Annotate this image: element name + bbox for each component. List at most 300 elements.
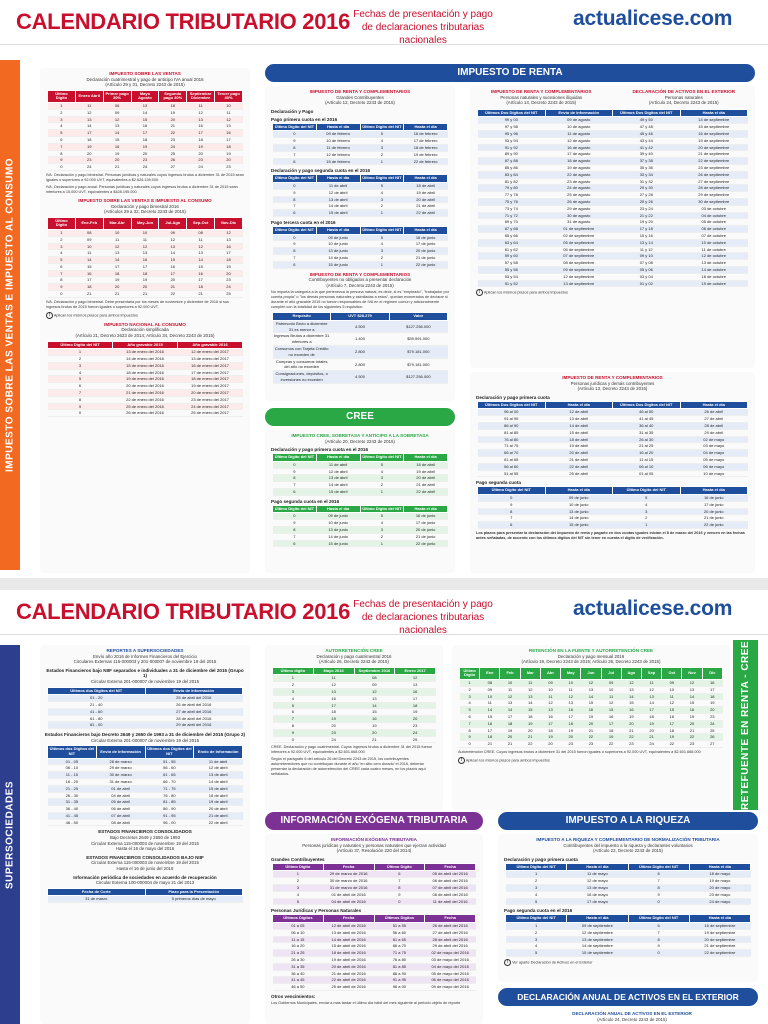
table-cell: 11 al 15 bbox=[613, 456, 681, 463]
alert-icon: ! bbox=[458, 757, 465, 764]
table-cell: 4 bbox=[360, 468, 404, 475]
table-cell: 6 bbox=[273, 709, 314, 716]
table-cell: 09 de mayo del 2016 bbox=[425, 984, 476, 991]
table-cell: 18 bbox=[131, 136, 159, 143]
table-row bbox=[478, 212, 748, 219]
pj-table-1 bbox=[477, 401, 748, 478]
cree-panel bbox=[265, 430, 455, 573]
table-cell: 13 bbox=[520, 693, 540, 700]
table-cell: 09 bbox=[662, 679, 682, 686]
table-cell: 17 bbox=[500, 713, 520, 720]
table-cell: 3 bbox=[48, 243, 76, 250]
table-cell: 20 bbox=[621, 720, 641, 727]
table-row bbox=[48, 136, 243, 143]
table-cell: 21 de junio bbox=[680, 515, 748, 522]
column-header: May-Jun bbox=[131, 217, 159, 229]
autoret-note: CREE. Declaración y pago cuatrimestral. Cuyos ingresos brutos a diciembre 31 del 2015 fueron inferiores a 92.000 UVT, equivalentes a $2.601.668.000 bbox=[271, 745, 433, 755]
table-cell: 28 de septiembre bbox=[680, 185, 748, 192]
column-header: Hasta el día bbox=[567, 915, 628, 923]
table-row bbox=[478, 436, 748, 443]
table-cell: 19 de septiembre bbox=[680, 137, 748, 144]
table-cell: 20 de abril bbox=[545, 450, 613, 457]
table-row bbox=[48, 157, 243, 164]
table-cell: 06 de octubre bbox=[680, 226, 748, 233]
table-cell: 66 a 70 bbox=[374, 943, 425, 950]
table-row bbox=[478, 416, 748, 423]
table-cell: 26 de enero del 2016 bbox=[113, 410, 178, 417]
table-cell: 14 de junio bbox=[545, 515, 613, 522]
table-cell: 0 bbox=[460, 741, 480, 748]
table-cell: 26 de abril del 2016 bbox=[425, 922, 476, 929]
exogena-heading: INFORMACIÓN EXÓGENA TRIBUTARIA Personas jurídicas y naturales y personas naturales que ejerzan actividad (Artículo 37, Resolución 220 del 2014) bbox=[302, 837, 446, 854]
table-cell: 13 de septiembre bbox=[567, 936, 628, 943]
table-row bbox=[48, 102, 243, 109]
column-header: May bbox=[561, 667, 581, 679]
table-cell: 81 y 82 bbox=[478, 178, 546, 185]
riqueza-caption-2: Pago segunda cuota en el 2016 bbox=[504, 908, 573, 914]
table-row bbox=[48, 376, 243, 383]
table-cell: 12 de abril bbox=[316, 468, 360, 475]
table-row bbox=[48, 812, 243, 819]
table-cell: 12 de abril bbox=[545, 409, 613, 416]
table-cell: 6 bbox=[478, 522, 546, 529]
table-cell: 19 bbox=[520, 720, 540, 727]
table-cell: 12 de septiembre bbox=[567, 929, 628, 936]
table-cell: 0 bbox=[628, 898, 689, 905]
table-cell: 18 bbox=[540, 727, 560, 734]
table-cell: 13 de abril bbox=[316, 475, 360, 482]
column-header: Nov bbox=[682, 667, 702, 679]
super-side-band: SUPERSOCIEDADES bbox=[0, 645, 20, 1024]
table-row bbox=[478, 219, 748, 226]
table-cell: 22 de agosto bbox=[545, 171, 613, 178]
column-header: Últimos Dos Dígitos del NIT bbox=[478, 401, 546, 409]
table-cell: 08 bbox=[354, 675, 395, 682]
table-cell: 11 bbox=[540, 693, 560, 700]
table-cell: 14 bbox=[581, 693, 601, 700]
table-cell: 21 bbox=[621, 727, 641, 734]
gc-table-3 bbox=[272, 226, 448, 269]
table-cell: 18 bbox=[601, 727, 621, 734]
column-header: Jun bbox=[581, 667, 601, 679]
table-cell: 16 bbox=[561, 707, 581, 714]
table-row bbox=[478, 205, 748, 212]
table-cell: 13 bbox=[103, 250, 131, 257]
table-row bbox=[478, 185, 748, 192]
table-cell: 18 de abril bbox=[545, 436, 613, 443]
table-row bbox=[273, 695, 436, 702]
column-header: Último Dígito bbox=[48, 217, 76, 229]
table-cell: 25 de enero del 2017 bbox=[178, 410, 243, 417]
table-cell: 19 y 20 bbox=[613, 219, 681, 226]
table-cell: 20 bbox=[131, 150, 159, 157]
table-row bbox=[478, 456, 748, 463]
retencion-note-2: ! Aplican los mismos plazos para ambos impuestos bbox=[458, 757, 724, 764]
table-cell: 18 de abril de 2016 bbox=[323, 950, 374, 957]
column-header: Hasta el día bbox=[404, 226, 448, 234]
table-cell: 26 de agosto bbox=[545, 198, 613, 205]
table-cell: 6 bbox=[628, 922, 689, 929]
table-cell: 4 bbox=[48, 250, 76, 257]
table-cell: 96 - 00 bbox=[145, 819, 194, 826]
table-cell: 11 de agosto bbox=[545, 130, 613, 137]
table-cell: 17 de febrero bbox=[404, 138, 448, 145]
table-row bbox=[273, 709, 436, 716]
table-row bbox=[478, 422, 748, 429]
table-cell: 30 de marzo bbox=[96, 772, 145, 779]
table-cell: 7 bbox=[273, 533, 317, 540]
table-cell: 13 bbox=[354, 695, 395, 702]
column-header: Últimos Dos Dígitos del NIT bbox=[613, 109, 681, 117]
table-row bbox=[273, 131, 448, 138]
column-header: Mar bbox=[520, 667, 540, 679]
table-cell: 61 - 80 bbox=[48, 715, 146, 722]
table-cell: 12 bbox=[103, 243, 131, 250]
table-cell: 09 de febrero bbox=[316, 131, 360, 138]
table-cell: 89 y 90 bbox=[478, 151, 546, 158]
table-cell: 8 bbox=[273, 144, 317, 151]
cree-caption-2: Pago segunda cuota en el 2016 bbox=[271, 498, 340, 504]
super-table-2 bbox=[47, 745, 243, 826]
page-title-2: CALENDARIO TRIBUTARIO 2016 bbox=[16, 599, 351, 624]
table-cell: 13 de abril bbox=[545, 416, 613, 423]
table-cell: 08 bbox=[480, 679, 500, 686]
table-cell: 23 de enero del 2017 bbox=[178, 396, 243, 403]
table-cell: 23 bbox=[682, 741, 702, 748]
column-header: Año gravable 2015 bbox=[113, 341, 178, 349]
table-cell: 56 a 60 bbox=[374, 929, 425, 936]
table-cell: 20 de abril bbox=[194, 806, 243, 813]
table-cell: 17 bbox=[641, 707, 661, 714]
table-cell: 03 de mayo del 2016 bbox=[425, 956, 476, 963]
table-cell: 1 bbox=[613, 522, 681, 529]
table-cell: 22 de abril bbox=[404, 210, 448, 217]
table-cell: 17 bbox=[561, 713, 581, 720]
table-row bbox=[273, 878, 476, 885]
table-cell: 28 de abril del 2016 bbox=[145, 715, 243, 722]
table-cell: 19 bbox=[159, 109, 187, 116]
table-cell: 21 bbox=[187, 291, 215, 298]
table-cell: 5 bbox=[360, 234, 404, 241]
table-cell: $79.181.000 bbox=[389, 358, 447, 371]
table-cell: 09 bbox=[75, 236, 103, 243]
table-cell: $39.591.000 bbox=[389, 333, 447, 346]
exogena-panel bbox=[265, 834, 483, 1024]
table-cell: 17 bbox=[702, 686, 722, 693]
table-cell: 16 bbox=[187, 123, 215, 130]
retencion-panel bbox=[452, 645, 730, 810]
table-cell: 2 bbox=[48, 356, 113, 363]
table-cell: 17 bbox=[215, 250, 243, 257]
table-cell: 09 bbox=[159, 229, 187, 236]
table-cell: 8 bbox=[273, 248, 317, 255]
table-cell: 1 bbox=[360, 210, 404, 217]
table-cell: 19 bbox=[621, 713, 641, 720]
table-cell: 14 bbox=[500, 707, 520, 714]
table-cell: 8 bbox=[628, 884, 689, 891]
table-cell: 12 bbox=[520, 686, 540, 693]
table-cell: 51 al 55 bbox=[478, 470, 546, 477]
table-row bbox=[273, 977, 476, 984]
table-cell: 8 bbox=[48, 150, 76, 157]
table-cell: 29 de septiembre bbox=[680, 192, 748, 199]
autoret-heading: AUTORRETENCIÓN CREE Declaración y pago cuatrimestral 2016 (Artículo 26, Decreto 2243 de 2015) bbox=[316, 648, 392, 665]
table-cell: 4 bbox=[506, 943, 567, 950]
pj-caption-1: Declaración y pago primera cuota bbox=[476, 394, 550, 400]
table-row bbox=[273, 158, 448, 165]
super-t4-heading: ESTADOS FINANCIEROS CONSOLIDADOS BAJO NIIF Circular Externa 115-000003 de noviembre 19 del 2015 Hasta el 16 de junio del 2016 bbox=[86, 854, 204, 872]
table-row bbox=[478, 178, 748, 185]
table-cell: 19 bbox=[103, 150, 131, 157]
table-cell: 19 de abril bbox=[194, 799, 243, 806]
table-cell: 76 al 80 bbox=[478, 436, 546, 443]
column-header: Últimos Dígitos bbox=[273, 915, 324, 923]
table-cell: 09 bbox=[103, 109, 131, 116]
table-cell: 1 bbox=[506, 922, 567, 929]
table-cell: 8 bbox=[273, 722, 314, 729]
column-header: Feb bbox=[500, 667, 520, 679]
table-cell: 12 bbox=[621, 679, 641, 686]
table-cell: 19 bbox=[561, 727, 581, 734]
table-cell: 7 bbox=[628, 929, 689, 936]
table-cell: 13 bbox=[131, 102, 159, 109]
table-cell: 0 bbox=[273, 234, 317, 241]
table-cell: 24 de agosto bbox=[545, 185, 613, 192]
table-cell: 22 de junio bbox=[404, 261, 448, 268]
brand-logo-2[interactable]: actualicese.com bbox=[573, 597, 733, 620]
table-row bbox=[48, 236, 243, 243]
table-cell: 16 bbox=[540, 713, 560, 720]
table-row bbox=[478, 409, 748, 416]
table-cell: 15 de septiembre bbox=[567, 950, 628, 957]
table-cell: 86 a 90 bbox=[374, 970, 425, 977]
table-cell: 12 bbox=[75, 109, 103, 116]
table-cell: 3 bbox=[506, 884, 567, 891]
table-cell: 3 bbox=[360, 248, 404, 255]
table-cell: 9 bbox=[48, 284, 76, 291]
table-cell: 17 bbox=[480, 727, 500, 734]
table-cell: 17 bbox=[187, 130, 215, 137]
table-row bbox=[478, 470, 748, 477]
table-cell: 0 bbox=[48, 164, 76, 171]
iva-note-2: IVA. Declaración y pago anual. Personas jurídicas y naturales cuyos ingresos brutos a diciembre 31 de 2015 sean inferiores a 15.000 UVT, equivalentes a $428.195.000. bbox=[46, 184, 238, 194]
table-cell: 06 bbox=[103, 102, 131, 109]
table-cell: 13 bbox=[500, 700, 520, 707]
table-cell: 05 de abril bbox=[96, 799, 145, 806]
table-row bbox=[48, 369, 243, 376]
table-cell: 3 bbox=[273, 884, 324, 891]
table-cell: 14 de septiembre bbox=[567, 943, 628, 950]
pj-panel bbox=[470, 372, 755, 573]
table-cell: 19 de enero del 2017 bbox=[178, 383, 243, 390]
sheet-header bbox=[0, 0, 768, 45]
table-cell: 12 bbox=[500, 693, 520, 700]
table-cell: 01 de abril bbox=[96, 785, 145, 792]
table-cell: 12 bbox=[187, 109, 215, 116]
table-cell: 22 bbox=[621, 734, 641, 741]
table-cell: 11 bbox=[601, 693, 621, 700]
table-cell: 20 bbox=[215, 270, 243, 277]
table-cell: 95 y 96 bbox=[478, 130, 546, 137]
table-cell: 09 bbox=[480, 686, 500, 693]
table-cell: 7 bbox=[48, 390, 113, 397]
column-header: Hasta el día bbox=[316, 123, 360, 131]
table-cell: 22 de abril bbox=[194, 819, 243, 826]
table-cell: 05 y 06 bbox=[613, 266, 681, 273]
table-row bbox=[273, 468, 448, 475]
table-row bbox=[273, 333, 448, 346]
table-cell: 1 bbox=[506, 871, 567, 878]
table-cell: 16 - 20 bbox=[48, 778, 97, 785]
table-cell: 14 bbox=[641, 700, 661, 707]
table-cell: 12 de abril bbox=[194, 765, 243, 772]
table-cell: 21 bbox=[131, 291, 159, 298]
table-cell: 09 bbox=[354, 682, 395, 689]
table-cell: 20 bbox=[159, 116, 187, 123]
table-cell: 33 y 34 bbox=[613, 171, 681, 178]
table-cell: 6 bbox=[48, 136, 76, 143]
column-header: Hasta el día bbox=[316, 454, 360, 462]
table-cell: 1 bbox=[360, 158, 404, 165]
table-cell: 11 de febrero bbox=[316, 144, 360, 151]
table-cell: 18 bbox=[500, 720, 520, 727]
table-cell: 5 primeros días de mayo bbox=[145, 896, 243, 903]
table-cell: 08 de abril del 2016 bbox=[425, 891, 476, 898]
table-cell: 19 de abril bbox=[404, 189, 448, 196]
table-cell: 21 de abril bbox=[404, 203, 448, 210]
table-cell: 51 y 52 bbox=[478, 280, 546, 287]
table-row bbox=[273, 482, 448, 489]
table-cell: 24 bbox=[641, 741, 661, 748]
column-header: Hasta el día bbox=[545, 401, 613, 409]
table-cell: 21 bbox=[159, 284, 187, 291]
table-cell: 11 bbox=[75, 102, 103, 109]
cree-table-2 bbox=[272, 505, 448, 548]
table-row bbox=[48, 123, 243, 130]
table-cell: 13 de abril bbox=[194, 772, 243, 779]
table-cell: 06 de abril del 2016 bbox=[425, 878, 476, 885]
table-row bbox=[48, 250, 243, 257]
table-cell: 23 de septiembre bbox=[680, 164, 748, 171]
column-header: Fecha de Corte bbox=[48, 888, 146, 896]
table-cell: 17 de junio bbox=[404, 520, 448, 527]
table-cell: 15 de abril de 2016 bbox=[323, 943, 374, 950]
table-row bbox=[48, 243, 243, 250]
table-cell: 2 bbox=[506, 929, 567, 936]
table-cell: 22 de febrero bbox=[404, 158, 448, 165]
table-cell: 23 bbox=[561, 741, 581, 748]
table-cell: 9 bbox=[273, 468, 317, 475]
table-cell: 22 bbox=[662, 741, 682, 748]
table-row bbox=[506, 950, 751, 957]
table-cell: 23 bbox=[702, 713, 722, 720]
riqueza-band: IMPUESTO A LA RIQUEZA bbox=[498, 812, 758, 830]
table-cell: 5 bbox=[48, 257, 76, 264]
table-cell: 22 de abril bbox=[545, 463, 613, 470]
iva-side-band: IMPUESTO SOBRE LAS VENTAS E IMPUESTO AL CONSUMO bbox=[0, 60, 20, 570]
table-cell: 8 bbox=[460, 727, 480, 734]
table-cell: 1 bbox=[460, 679, 480, 686]
table-cell: 05 de abril del 2016 bbox=[425, 871, 476, 878]
table-cell: 24 bbox=[187, 164, 215, 171]
table-row bbox=[478, 130, 748, 137]
table-row bbox=[273, 970, 476, 977]
table-cell: 61 a 65 bbox=[374, 936, 425, 943]
table-cell: 16 bbox=[103, 143, 131, 150]
table-cell: 21 de abril bbox=[545, 456, 613, 463]
table-cell: 24 bbox=[131, 164, 159, 171]
table-row bbox=[273, 716, 436, 723]
brand-logo[interactable]: actualicese.com bbox=[573, 7, 733, 30]
table-cell: 11 bbox=[103, 236, 131, 243]
table-cell: 31 - 35 bbox=[48, 799, 97, 806]
table-cell: 26 - 30 bbox=[48, 792, 97, 799]
table-cell: 3 bbox=[506, 936, 567, 943]
table-cell: 15 bbox=[103, 136, 131, 143]
table-cell: 31 al 35 bbox=[613, 429, 681, 436]
column-header: Abr bbox=[540, 667, 560, 679]
table-cell: 19 bbox=[500, 727, 520, 734]
table-cell: 65 y 66 bbox=[478, 232, 546, 239]
table-cell: 73 y 74 bbox=[478, 205, 546, 212]
table-cell: 20 de abril bbox=[404, 196, 448, 203]
table-cell: 06 de septiembre bbox=[545, 246, 613, 253]
table-cell: 28 de abril del 2016 bbox=[425, 936, 476, 943]
table-cell: 81 a 85 bbox=[374, 963, 425, 970]
table-cell: 2 bbox=[360, 533, 404, 540]
table-cell: 20 bbox=[520, 727, 540, 734]
table-row bbox=[48, 263, 243, 270]
table-cell: 30 de septiembre bbox=[680, 198, 748, 205]
column-header: Hasta el día bbox=[680, 401, 748, 409]
table-row bbox=[478, 429, 748, 436]
column-header: Fecha bbox=[323, 915, 374, 923]
table-cell: 19 bbox=[702, 700, 722, 707]
column-header: Último Dígito del NIT bbox=[628, 863, 689, 871]
table-cell: 2 bbox=[273, 878, 324, 885]
table-cell: $127.256.000 bbox=[389, 371, 447, 384]
table-cell: 19 de septiembre bbox=[689, 929, 750, 936]
table-cell: 19 de mayo bbox=[689, 878, 750, 885]
table-row bbox=[48, 277, 243, 284]
table-row bbox=[48, 799, 243, 806]
table-row bbox=[273, 682, 436, 689]
table-cell: 83 y 84 bbox=[478, 171, 546, 178]
table-cell: 5 bbox=[613, 494, 681, 501]
table-cell: 7 bbox=[374, 878, 425, 885]
table-cell: 12 bbox=[561, 693, 581, 700]
table-cell: 18 de febrero bbox=[404, 144, 448, 151]
column-header: Tercer pago 40% bbox=[215, 90, 243, 102]
table-cell: 16 bbox=[662, 713, 682, 720]
column-header: Envío de Información bbox=[194, 746, 243, 758]
table-cell: 2 bbox=[613, 515, 681, 522]
table-cell: 13 bbox=[103, 123, 131, 130]
table-cell: 81 - 00 bbox=[48, 722, 146, 729]
table-cell: 21 bbox=[103, 291, 131, 298]
riqueza-note: ! Ver aparte Declaración de Activos en el Exterior bbox=[504, 959, 752, 966]
autoret-panel bbox=[265, 645, 443, 810]
column-header: Sep-Oct bbox=[187, 217, 215, 229]
table-row bbox=[273, 956, 476, 963]
column-header: Hasta el día bbox=[404, 123, 448, 131]
table-cell: 21 de abril bbox=[404, 482, 448, 489]
table-cell: 19 de abril de 2016 bbox=[323, 956, 374, 963]
table-cell: 11 de abril bbox=[316, 461, 360, 468]
table-row bbox=[460, 727, 723, 734]
table-row bbox=[273, 358, 448, 371]
table-cell: 14 de junio bbox=[316, 533, 360, 540]
